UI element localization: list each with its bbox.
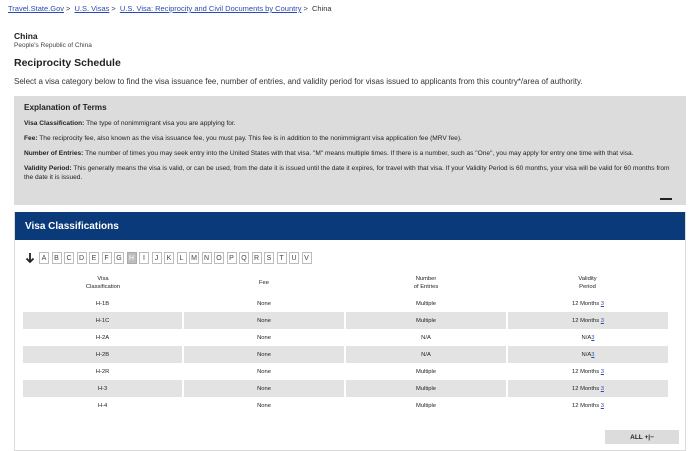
letter-filter-r[interactable]: R (252, 252, 262, 264)
cell-fee: None (183, 329, 345, 346)
expand-all-button[interactable]: ALL +|− (605, 430, 679, 444)
term-label: Visa Classification: (24, 120, 85, 127)
cell-validity-period (507, 346, 668, 363)
letter-filter-k[interactable]: K (164, 252, 174, 264)
visa-table (23, 272, 668, 414)
cell-fee: None (183, 397, 345, 414)
breadcrumb (8, 4, 332, 13)
letter-filter-f[interactable]: F (102, 252, 112, 264)
term-text: The reciprocity fee, also known as the visa issuance fee, you must pay. This fee is in addition to the nonimmigrant visa application fee (MRV fee). (37, 135, 462, 142)
table-row (23, 346, 668, 363)
footnote-link[interactable]: 3 (600, 402, 604, 409)
letter-filter-q[interactable]: Q (239, 252, 249, 264)
term-validity-period (24, 164, 676, 182)
cell-validity-period (507, 312, 668, 329)
footnote-link[interactable]: 3 (600, 385, 604, 392)
cell-fee: None (183, 295, 345, 312)
cell-validity-period (507, 363, 668, 380)
footnote-link[interactable]: 3 (591, 334, 595, 341)
letter-filter-e[interactable]: E (89, 252, 99, 264)
table-row (23, 295, 668, 312)
validity-value: 12 Months (572, 368, 601, 375)
letter-filter-g[interactable]: G (114, 252, 124, 264)
validity-value: 12 Months (572, 402, 601, 409)
footnote-link[interactable]: 3 (600, 368, 604, 375)
footnote-link[interactable]: 3 (591, 351, 595, 358)
term-text: This generally means the visa is valid, or can be used, from the date it is issued until the date it expires, for travel with that visa. If your Validity Period is 60 months, your visa will be valid for 60 months from the date it is issued. (24, 165, 670, 181)
cell-visa-classification: H-1C (23, 312, 183, 329)
visa-panel-header: Visa Classifications (15, 212, 685, 240)
cell-visa-classification: H-2R (23, 363, 183, 380)
col-validity-period (507, 272, 668, 295)
cell-number-of-entries: N/A (345, 329, 507, 346)
table-row (23, 363, 668, 380)
visa-table-body (23, 295, 668, 414)
collapse-minus-icon[interactable] (660, 198, 672, 200)
table-header-row (23, 272, 668, 295)
letter-filter-n[interactable]: N (202, 252, 212, 264)
validity-value: N/A (581, 351, 592, 358)
letter-filter-d[interactable]: D (77, 252, 87, 264)
validity-value: 12 Months (572, 317, 601, 324)
cell-fee: None (183, 346, 345, 363)
cell-number-of-entries: Multiple (345, 312, 507, 329)
term-text: The number of times you may seek entry into the United States with that visa. "M" means multiple times. If there is a number, such as "One", you may apply for entry one time with that visa. (83, 150, 634, 157)
col-label: of Entries (413, 283, 439, 290)
col-number-of-entries (345, 272, 507, 295)
breadcrumb-link-reciprocity[interactable]: U.S. Visa: Reciprocity and Civil Documents by Country (119, 4, 302, 13)
term-label: Number of Entries: (24, 150, 84, 157)
letter-filter-c[interactable]: C (64, 252, 74, 264)
country-full-name: People's Republic of China (14, 42, 92, 49)
cell-fee: None (183, 363, 345, 380)
table-row (23, 397, 668, 414)
breadcrumb-separator: > (66, 4, 71, 13)
letter-filter-p[interactable]: P (227, 252, 237, 264)
table-row (23, 380, 668, 397)
country-heading (14, 31, 92, 49)
letter-filter-b[interactable]: B (52, 252, 62, 264)
cell-number-of-entries: N/A (345, 346, 507, 363)
table-row (23, 312, 668, 329)
term-label: Fee: (24, 135, 38, 142)
intro-text: Select a visa category below to find the visa issuance fee, number of entries, and validity period for visas issued to applicants from this country*/area of authority. (14, 77, 583, 86)
footnote-link[interactable]: 3 (600, 300, 604, 307)
col-fee: Fee (259, 279, 269, 286)
cell-validity-period (507, 380, 668, 397)
cell-visa-classification: H-2B (23, 346, 183, 363)
breadcrumb-link-us-visas[interactable]: U.S. Visas (74, 4, 110, 13)
letter-filter-i[interactable]: I (139, 252, 149, 264)
letter-filter-o[interactable]: O (214, 252, 224, 264)
letter-filter-v[interactable]: V (302, 252, 312, 264)
letter-filter-j[interactable]: J (152, 252, 162, 264)
terms-heading: Explanation of Terms (24, 103, 107, 112)
col-label: Classification (85, 283, 121, 290)
cell-fee: None (183, 312, 345, 329)
cell-number-of-entries: Multiple (345, 397, 507, 414)
table-row (23, 329, 668, 346)
letter-filter-t[interactable]: T (277, 252, 287, 264)
col-label: Number (415, 276, 437, 282)
letter-filter-s[interactable]: S (264, 252, 274, 264)
cell-visa-classification: H-3 (23, 380, 183, 397)
term-visa-classification (24, 119, 676, 128)
letter-filter-a[interactable]: A (39, 252, 49, 264)
validity-value: 12 Months (572, 385, 601, 392)
cell-validity-period (507, 295, 668, 312)
letter-filter-u[interactable]: U (289, 252, 299, 264)
cell-validity-period (507, 397, 668, 414)
col-label: Visa (97, 276, 109, 282)
cell-number-of-entries: Multiple (345, 295, 507, 312)
cell-number-of-entries: Multiple (345, 363, 507, 380)
cell-validity-period (507, 329, 668, 346)
validity-value: N/A (581, 334, 592, 341)
breadcrumb-link-travel-state-gov[interactable]: Travel.State.Gov (8, 4, 64, 13)
letter-filter-h[interactable]: H (127, 252, 137, 264)
letter-list (39, 252, 314, 264)
footnote-link[interactable]: 3 (600, 317, 604, 324)
col-visa-classification (23, 272, 183, 295)
validity-value: 12 Months (572, 300, 601, 307)
cell-fee: None (183, 380, 345, 397)
breadcrumb-current: China (311, 4, 332, 13)
col-label: Validity (578, 276, 597, 282)
letter-filter-m[interactable]: M (189, 252, 199, 264)
country-name: China (14, 31, 38, 41)
col-label: Period (579, 283, 596, 290)
cell-visa-classification: H-1B (23, 295, 183, 312)
term-fee (24, 134, 676, 143)
explanation-of-terms-panel (14, 96, 686, 205)
cell-visa-classification: H-4 (23, 397, 183, 414)
term-text: The type of nonimmigrant visa you are applying for. (84, 120, 236, 127)
breadcrumb-separator: > (303, 4, 308, 13)
visa-classifications-panel (14, 212, 686, 451)
arrow-down-icon (25, 252, 35, 264)
section-title: Reciprocity Schedule (14, 57, 121, 69)
cell-visa-classification: H-2A (23, 329, 183, 346)
term-number-of-entries (24, 149, 676, 158)
alphabet-filter (25, 252, 314, 264)
letter-filter-l[interactable]: L (177, 252, 187, 264)
cell-number-of-entries: Multiple (345, 380, 507, 397)
breadcrumb-separator: > (111, 4, 116, 13)
term-label: Validity Period: (24, 165, 72, 172)
